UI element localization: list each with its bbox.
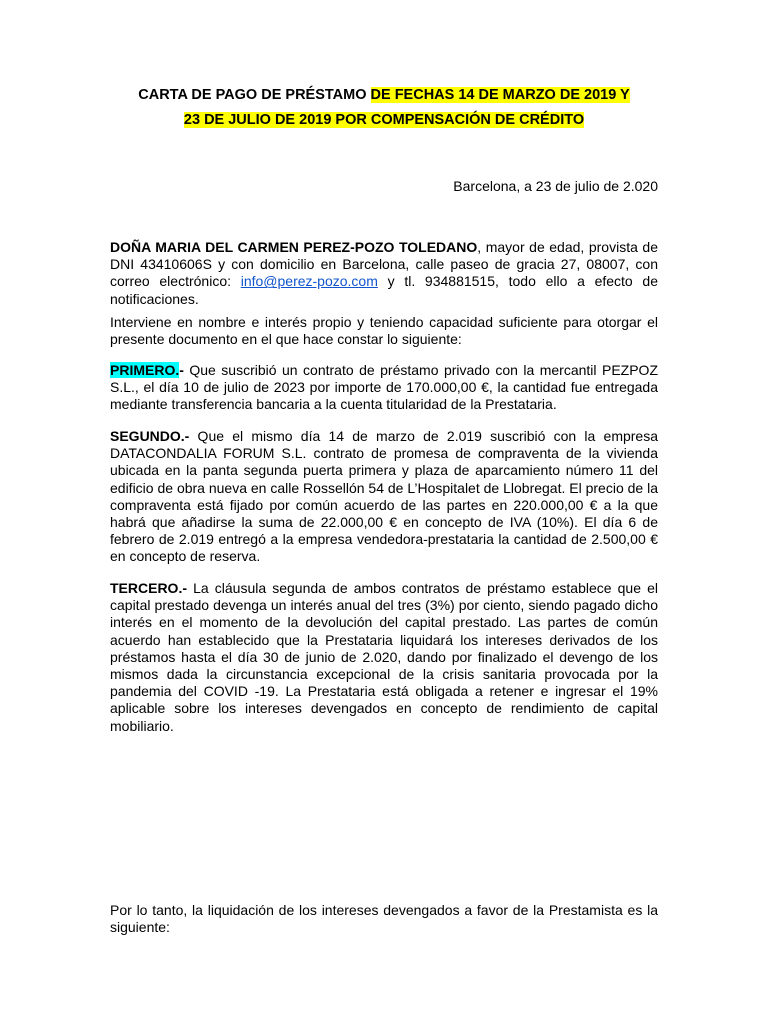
paragraph-party	[110, 239, 658, 308]
tercero-label: TERCERO.-	[110, 580, 187, 596]
segundo-label: SEGUNDO.-	[110, 428, 190, 444]
primero-label: PRIMERO.	[110, 362, 180, 378]
date-line: Barcelona, a 23 de julio de 2.020	[453, 178, 658, 194]
paragraph-segundo	[110, 428, 658, 566]
paragraph-tercero	[110, 580, 658, 735]
primero-label-dash: -	[179, 362, 184, 378]
party-name: DOÑA MARIA DEL CARMEN PEREZ-POZO TOLEDANO	[110, 239, 478, 255]
document-title-line-1	[0, 85, 768, 105]
paragraph-intervention: Interviene en nombre e interés propio y teniendo capacidad suficiente para otorgar el presente documento en el que hace constar lo siguiente:	[110, 314, 658, 348]
paragraph-conclusion: Por lo tanto, la liquidación de los intereses devengados a favor de la Prestamista es la siguiente:	[110, 902, 658, 936]
party-details-b: y tl. 934881515, todo ello a efecto de notificaciones.	[110, 273, 658, 307]
title-plain-text: CARTA DE PAGO DE PRÉSTAMO	[138, 87, 371, 103]
party-details-a: , mayor de edad, provista de DNI 43410606S y con domicilio en Barcelona, calle paseo de gracia 27, 08007, con correo electrónico:	[110, 239, 658, 290]
document-title-line-2	[0, 110, 768, 130]
segundo-text: Que el mismo día 14 de marzo de 2.019 suscribió con la empresa DATACONDALIA FORUM S.L. contrato de promesa de compraventa de la vivienda ubicada en la panta segunda puerta primera y plaza de aparcamiento número 11 del edificio de obra nueva en calle Rossellón 54 de L’Hospitalet de Llobregat. El precio de la compraventa está fijado por común acuerdo de las partes en 220.000,00 € a la que habrá que añadirse la suma de 22.000,00 € en concepto de IVA (10%). El día 6 de febrero de 2.019 entregó a la empresa vendedora-prestataria la cantidad de 2.500,00 € en concepto de reserva.	[110, 428, 658, 565]
primero-text: Que suscribió un contrato de préstamo privado con la mercantil PEZPOZ S.L., el día 10 de julio de 2023 por importe de 170.000,00 €, la cantidad fue entregada mediante transferencia bancaria a la cuenta titularidad de la Prestataria.	[110, 362, 658, 413]
title-highlighted-text-2: 23 DE JULIO DE 2019 POR COMPENSACIÓN DE CRÉDITO	[183, 112, 585, 128]
paragraph-primero	[110, 362, 658, 414]
tercero-text: La cláusula segunda de ambos contratos de préstamo establece que el capital prestado devenga un interés anual del tres (3%) por ciento, siendo pagado dicho interés en el momento de la devolución del capital prestado. Las partes de común acuerdo han establecido que la Prestataria liquidará los intereses derivados de los préstamos hasta el día 30 de junio de 2.020, dando por finalizado el devengo de los mismos dada la circunstancia excepcional de la crisis sanitaria provocada por la pandemia del COVID -19. La Prestataria está obligada a retener e ingresar el 19% aplicable sobre los intereses devengados en concepto de rendimiento de capital mobiliario.	[110, 580, 658, 734]
title-highlighted-text-1: DE FECHAS 14 DE MARZO DE 2019 Y	[370, 87, 630, 103]
email-link[interactable]: info@perez-pozo.com	[240, 273, 378, 290]
